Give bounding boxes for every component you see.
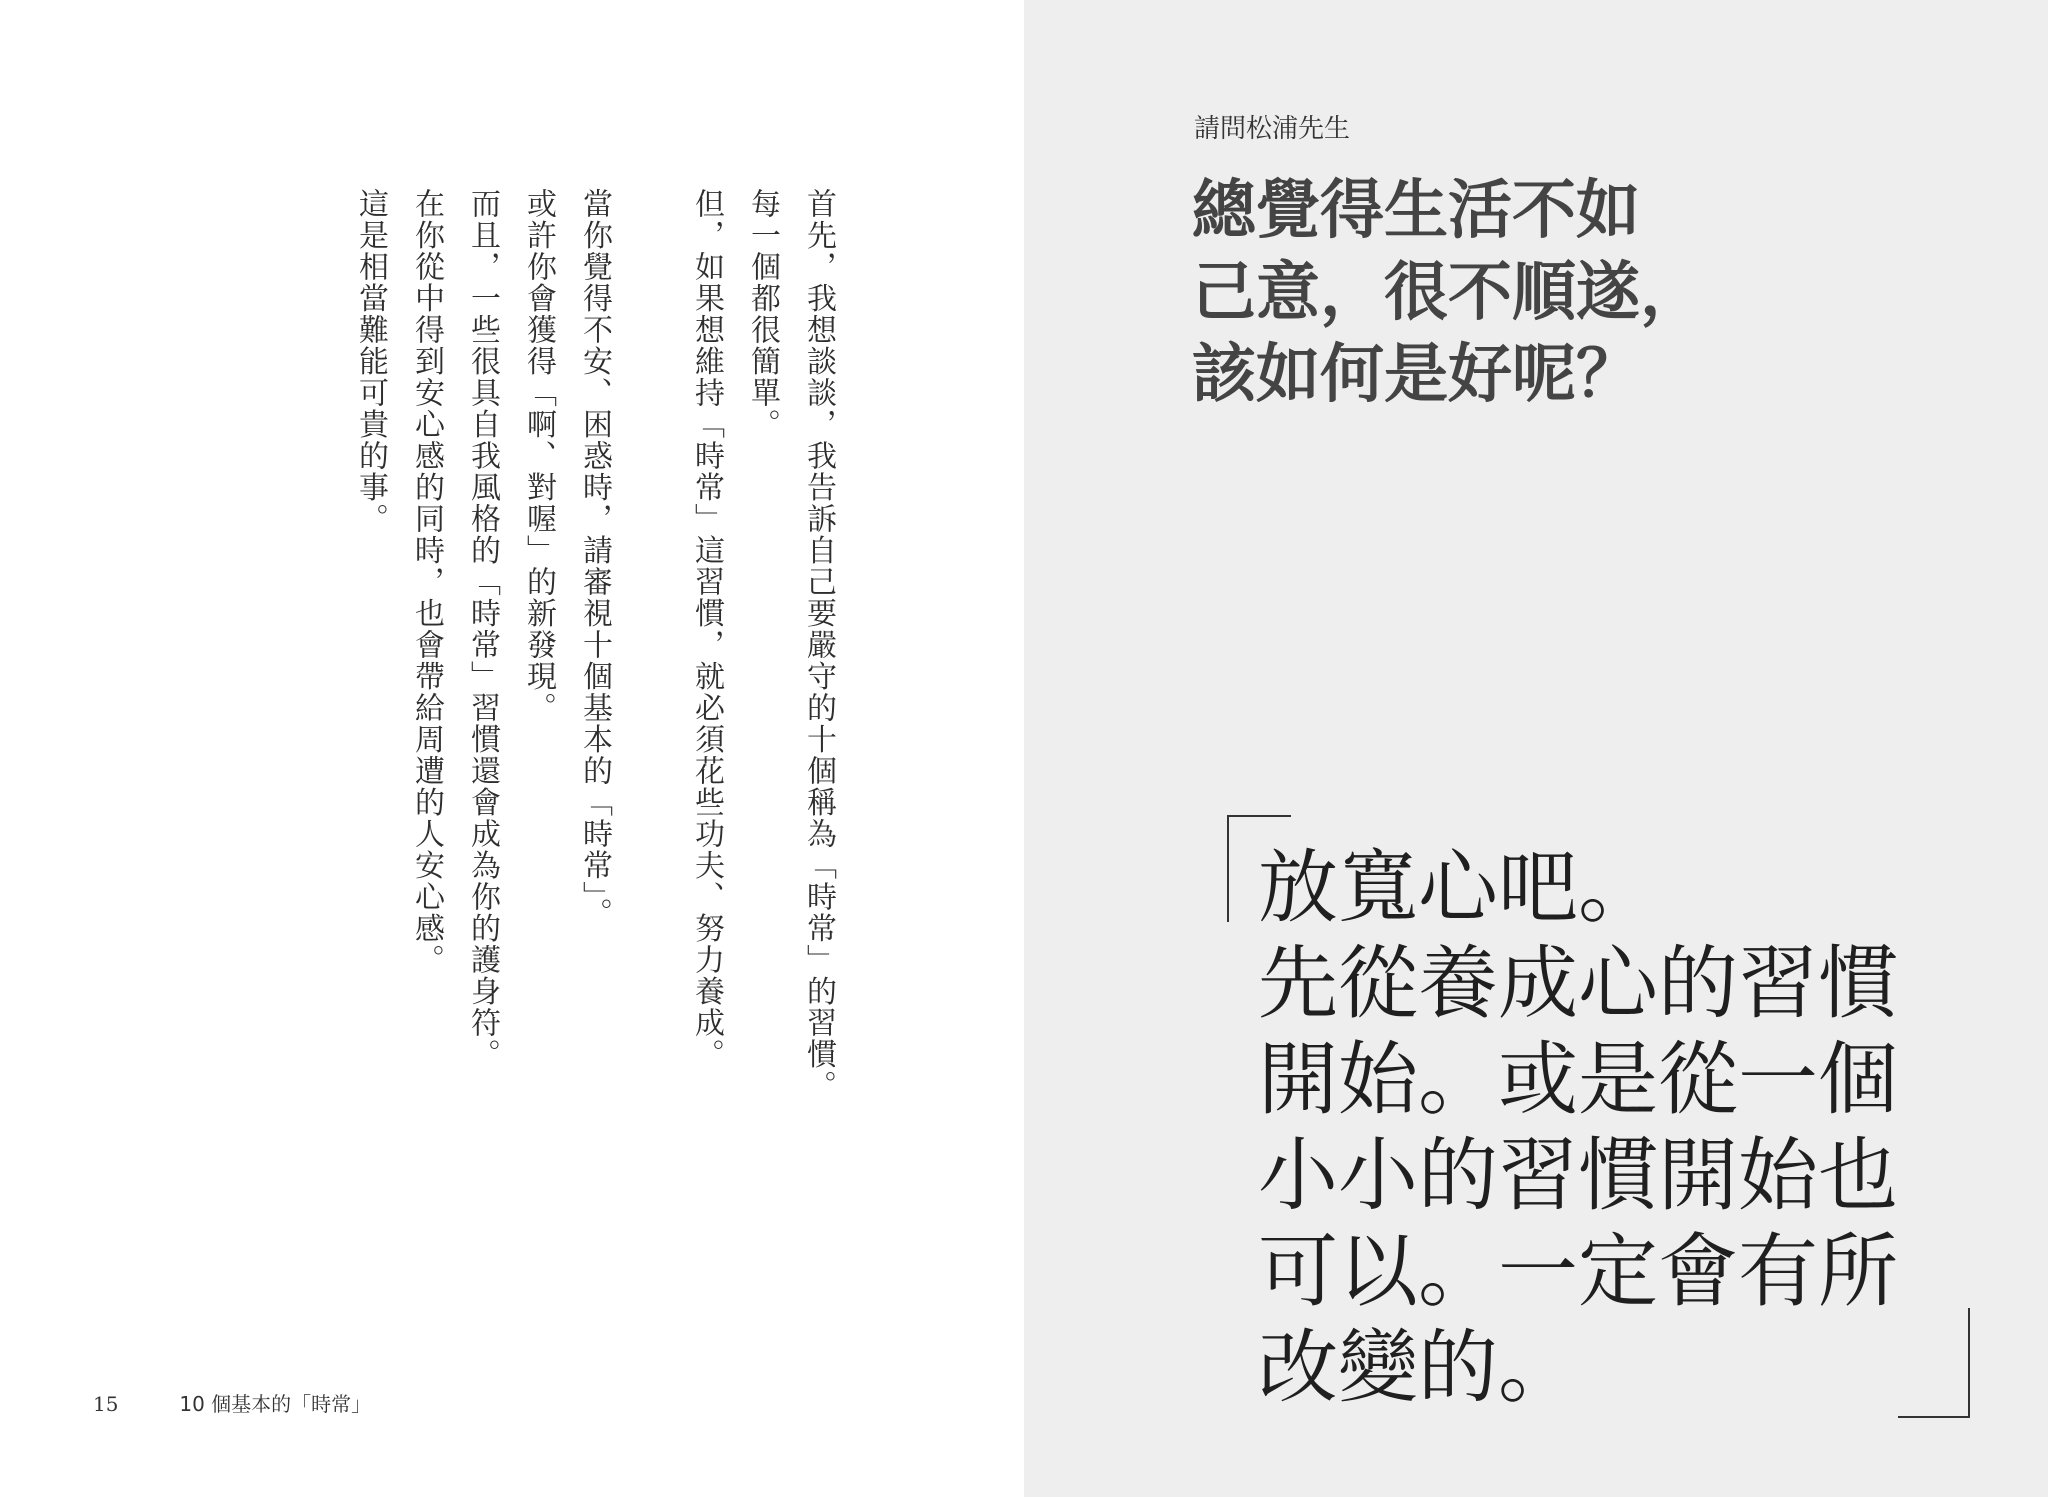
body-text: [342, 188, 846, 1148]
page-footer: [93, 1388, 371, 1417]
question-line-3: 該如何是好呢？: [1192, 338, 1640, 412]
running-title: 10 個基本的「時常」: [179, 1392, 372, 1416]
answer-line-1: 放寬心吧。: [1258, 841, 1658, 934]
answer-line-2: 先從養成心的習慣: [1258, 937, 1898, 1030]
close-quote-bracket: [1898, 1308, 1970, 1418]
question-heading: [1192, 170, 1752, 416]
question-line-1: 總覺得生活不如: [1192, 174, 1640, 248]
body-paragraph-7: 在你從中得到安心感的同時，也會帶給周遭的人安心感。: [409, 188, 444, 976]
page-number: 15: [93, 1392, 119, 1416]
answer-line-3: 開始。或是從一個: [1258, 1033, 1898, 1126]
body-paragraph-5: 或許你會獲得「啊、對喔」的新發現。: [521, 188, 556, 724]
answer-quote: [1258, 840, 1958, 1416]
body-paragraph-6: 而且，一些很具自我風格的「時常」習慣還會成為你的護身符。: [465, 188, 500, 1070]
body-paragraph-8: 這是相當難能可貴的事。: [353, 188, 388, 535]
answer-line-4: 小小的習慣開始也: [1258, 1129, 1898, 1222]
section-eyebrow: 請問松浦先生: [1194, 114, 1351, 144]
body-paragraph-1: 首先，我想談談，我告訴自己要嚴守的十個稱為「時常」的習慣。: [801, 188, 836, 1102]
question-line-2: 己意，很不順遂，: [1192, 256, 1704, 330]
body-paragraph-2: 每一個都很簡單。: [745, 188, 780, 440]
answer-line-5: 可以。一定會有所: [1258, 1225, 1898, 1318]
answer-line-6: 改變的。: [1258, 1321, 1578, 1414]
body-paragraph-3: 但，如果想維持「時常」這習慣，就必須花些功夫、努力養成。: [689, 188, 724, 1070]
body-paragraph-4: 當你覺得不安、困惑時，請審視十個基本的「時常」。: [577, 188, 612, 929]
